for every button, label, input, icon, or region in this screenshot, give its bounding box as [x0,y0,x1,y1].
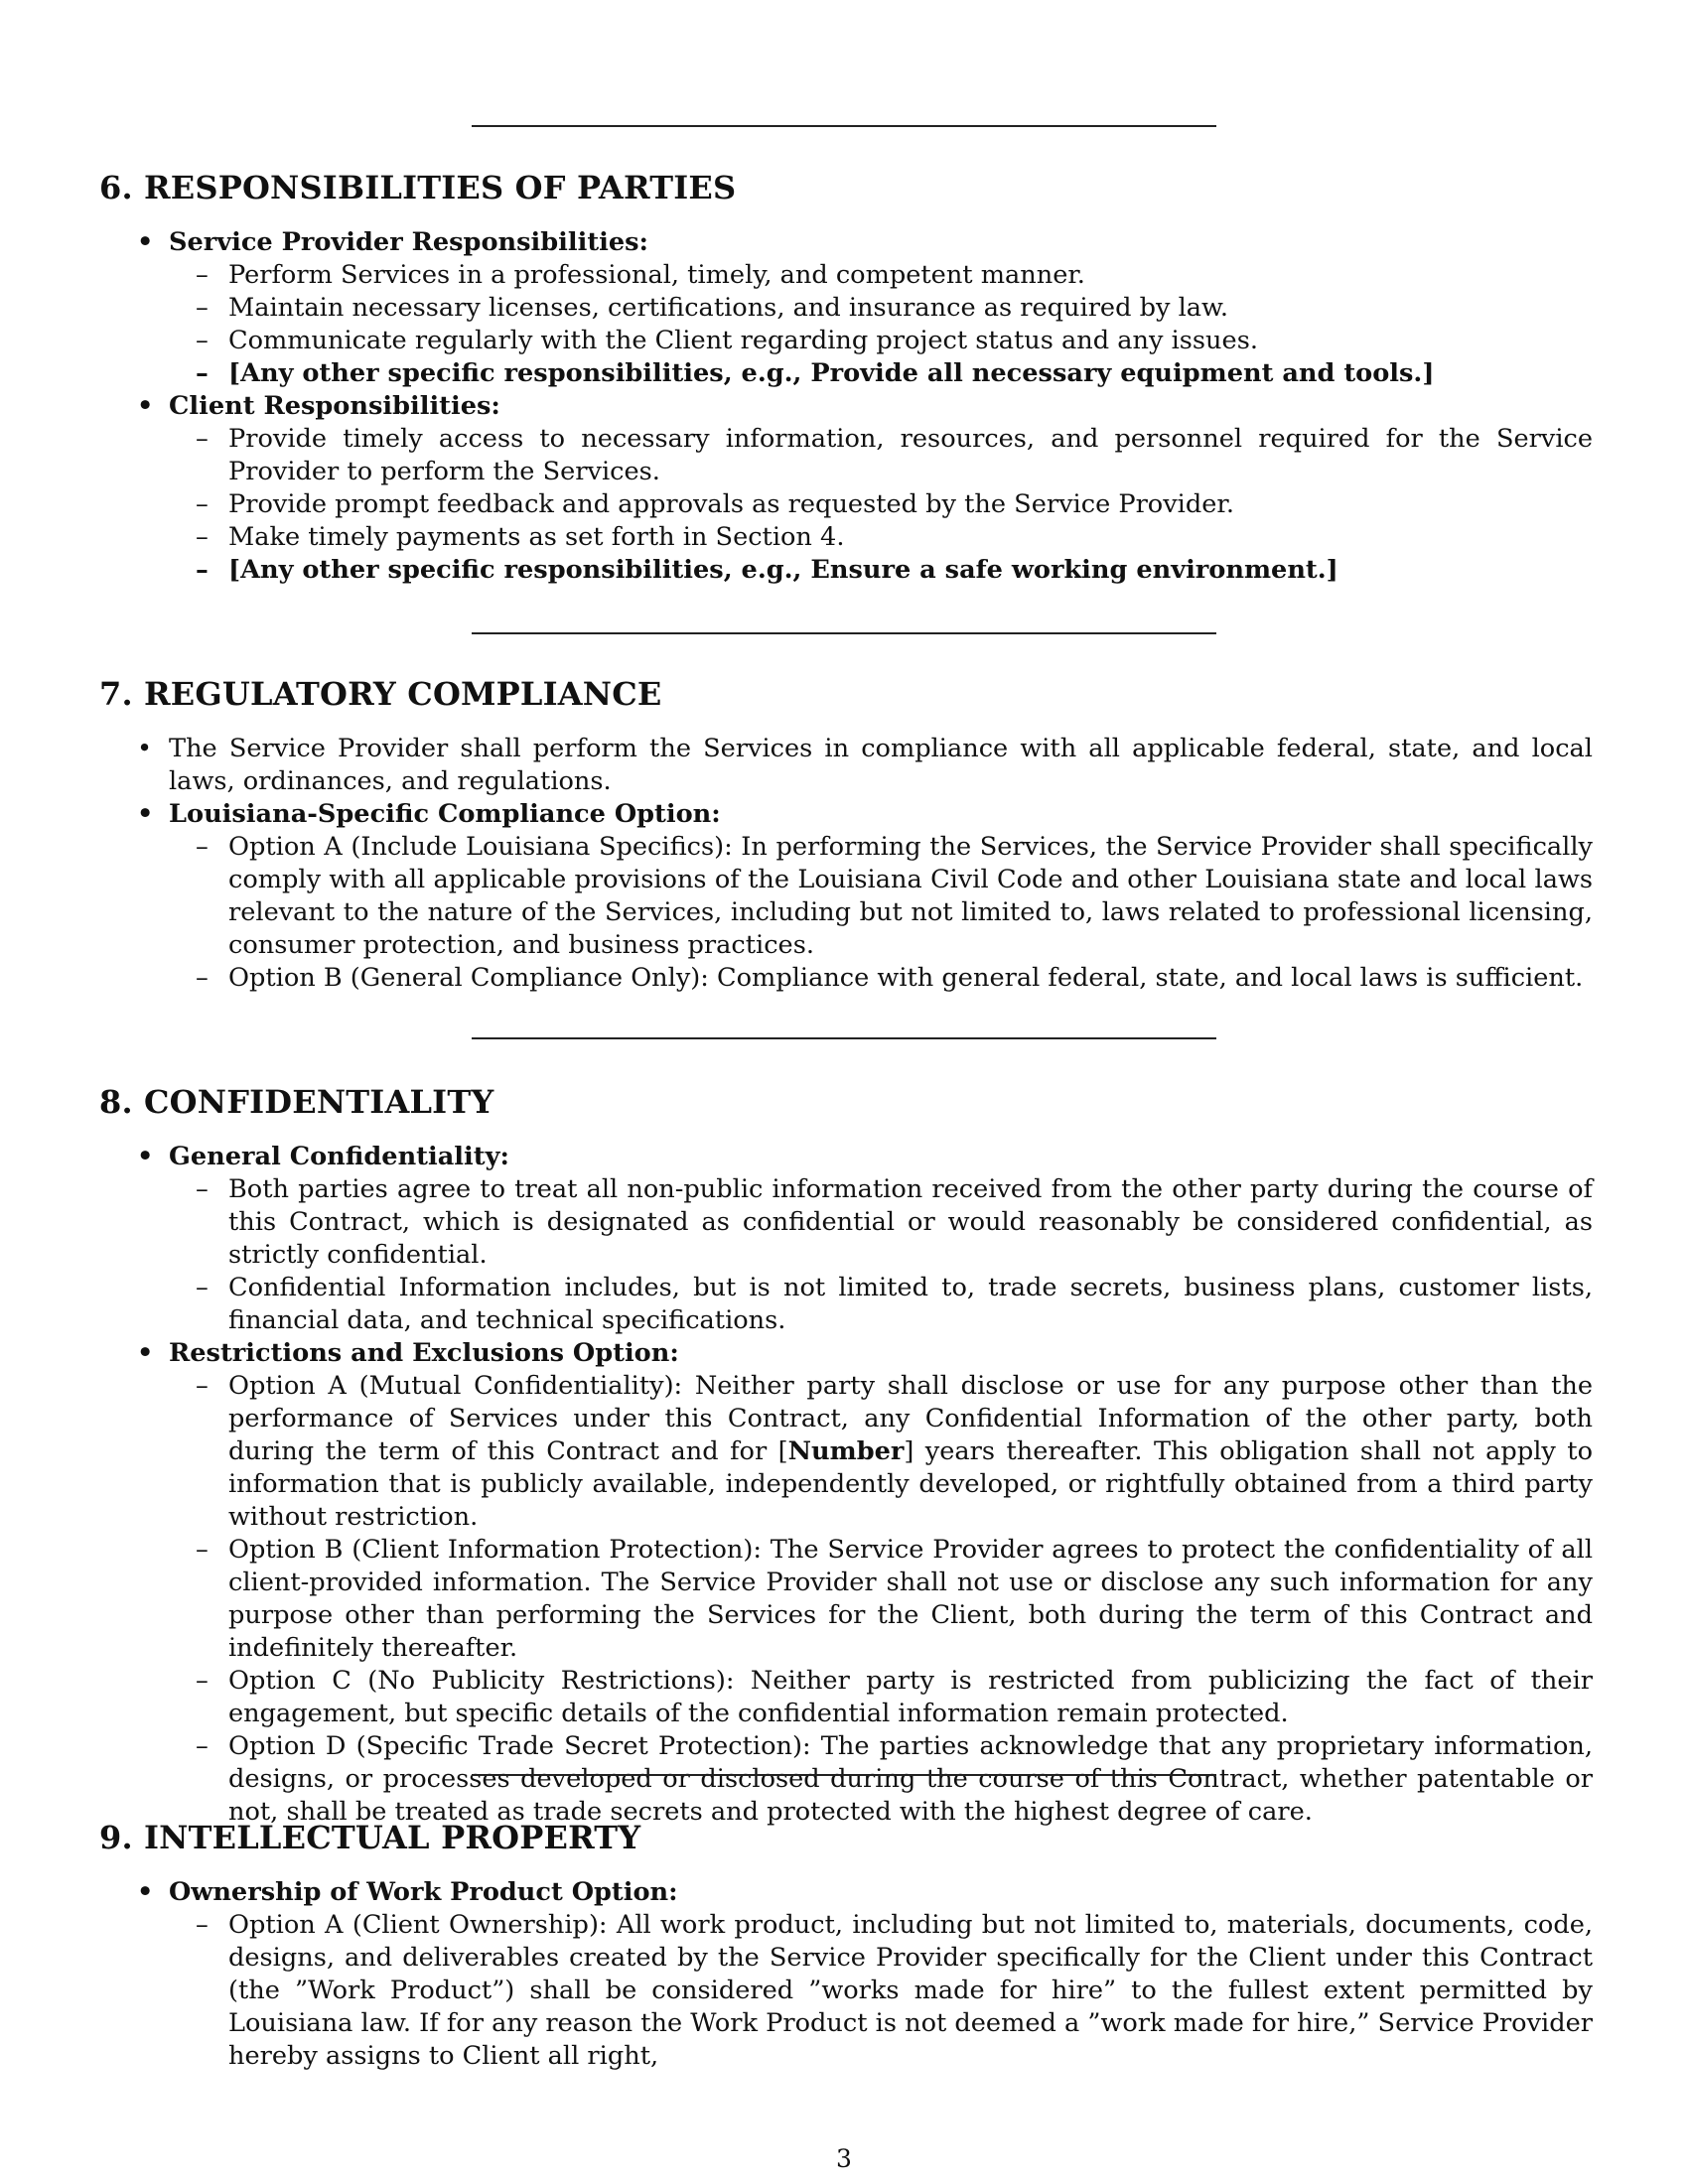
sub-item: – Make timely payments as set forth in Section 4. [196,522,845,552]
sub-item: – Both parties agree to treat all non-public information received from the other party during the course of this Contract, which is designated as confidential or would reasonably be considered confidential, as strictly confidential. [196,1174,1593,1270]
section-6-heading: 6. RESPONSIBILITIES OF PARTIES [99,169,737,206]
bullet-item: • Louisiana-Specific Compliance Option: [137,799,721,829]
placeholder-number: Number [787,1436,905,1466]
section-7-body [0,733,1688,995]
section-divider [472,632,1216,634]
sub-item: – Option B (General Compliance Only): Compliance with general federal, state, and local laws is sufficient. [196,963,1584,993]
sub-item: – Communicate regularly with the Client regarding project status and any issues. [196,326,1258,355]
bullet-item: • The Service Provider shall perform the Services in compliance with all applicable federal, state, and local laws, ordinances, and regulations. [137,734,1593,796]
sub-item: – [Any other specific responsibilities, e.g., Ensure a safe working environment.] [196,555,1338,585]
bullet-item: • Client Responsibilities: [137,391,500,421]
section-9-heading: 9. INTELLECTUAL PROPERTY [99,1819,641,1856]
sub-item: – Provide prompt feedback and approvals as requested by the Service Provider. [196,489,1234,519]
sub-item: – Provide timely access to necessary information, resources, and personnel required for the Service Provider to perform the Services. [196,424,1593,486]
section-9-body [0,1876,1688,2073]
sub-item: – Option C (No Publicity Restrictions): Neither party is restricted from publicizing the fact of their engagement, but specific details of the confidential information remain protected. [196,1666,1593,1728]
sub-item: – Option B (Client Information Protection): The Service Provider agrees to protect the confidentiality of all client-provided information. The Service Provider shall not use or disclose any such information for any purpose other than performing the Services for the Client, both during the term of this Contract and indefinitely thereafter. [196,1535,1593,1663]
sub-item: – Maintain necessary licenses, certifications, and insurance as required by law. [196,293,1229,323]
section-8-heading: 8. CONFIDENTIALITY [99,1083,494,1121]
section-divider [472,1774,1216,1776]
sub-item: – Perform Services in a professional, timely, and competent manner. [196,260,1085,290]
bullet-item: • General Confidentiality: [137,1142,509,1171]
sub-item: – Option A (Mutual Confidentiality): Neither party shall disclose or use for any purpose other than the performance of Services under this Contract, any Confidential Information of the other party, both during the term of this Contract and for [Number] years thereafter. This obligation shall not apply to information that is publicly available, independently developed, or rightfully obtained from a third party without restriction. [196,1371,1593,1532]
sub-item: – Option A (Client Ownership): All work product, including but not limited to, materials, documents, code, designs, and deliverables created by the Service Provider specifically for the Client under this Contract (the ”Work Product”) shall be considered ”works made for hire” to the fullest extent permitted by Louisiana law. If for any reason the Work Product is not deemed a ”work made for hire,” Service Provider hereby assigns to Client all right, [196,1910,1593,2071]
section-8-body [0,1141,1688,1829]
section-6-body [0,226,1688,587]
section-7-heading: 7. REGULATORY COMPLIANCE [99,675,662,713]
bullet-item: • Restrictions and Exclusions Option: [137,1338,679,1368]
section-divider [472,1037,1216,1039]
sub-item: – [Any other specific responsibilities, e.g., Provide all necessary equipment and tools.] [196,358,1435,388]
sub-item: – Option A (Include Louisiana Specifics): In performing the Services, the Service Provider shall specifically comply with all applicable provisions of the Louisiana Civil Code and other Louisiana state and local laws relevant to the nature of the Services, including but not limited to, laws related to professional licensing, consumer protection, and business practices. [196,832,1593,960]
bullet-item: • Ownership of Work Product Option: [137,1877,678,1907]
page-number: 3 [836,2144,852,2173]
sub-item: – Option D (Specific Trade Secret Protection): The parties acknowledge that any proprietary information, designs, or processes developed or disclosed during the course of this Contract, whether patentable or not, shall be treated as trade secrets and protected with the highest degree of care. [196,1731,1593,1827]
section-divider [472,125,1216,127]
bullet-item: • Service Provider Responsibilities: [137,227,649,257]
sub-item: – Confidential Information includes, but is not limited to, trade secrets, business plans, customer lists, financial data, and technical specifications. [196,1273,1593,1335]
